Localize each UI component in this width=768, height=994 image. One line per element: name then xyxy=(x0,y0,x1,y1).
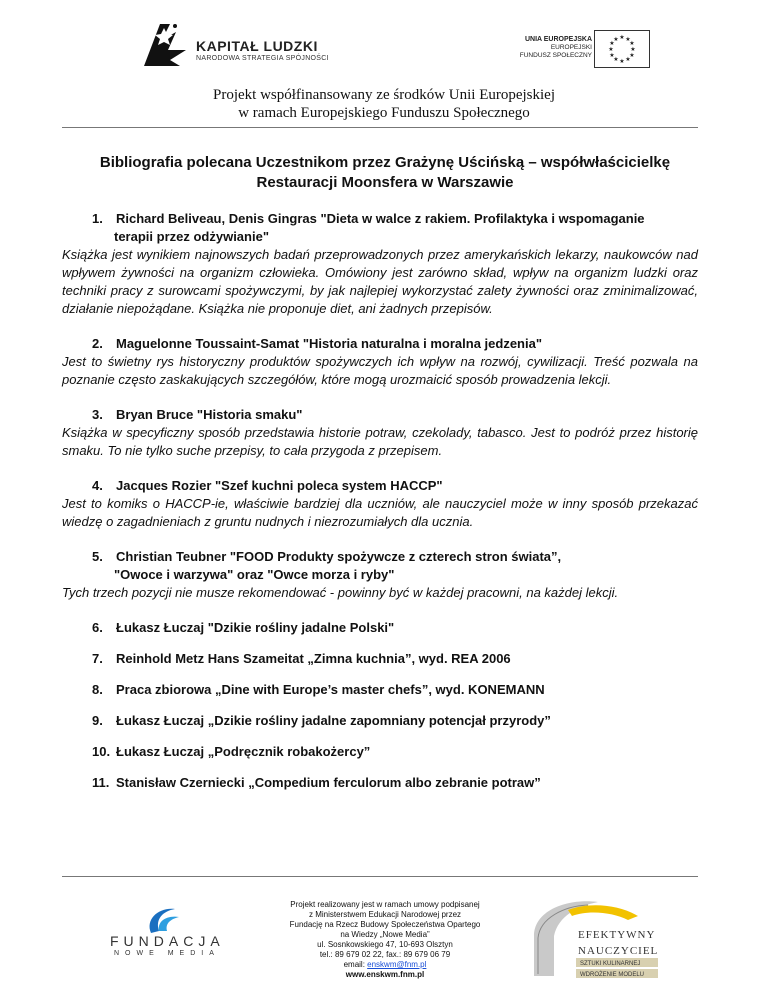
bibliography-item-8 xyxy=(92,681,698,699)
entry-description: Tych trzech pozycji nie musze rekomendować - powinny być w każdej pracowni, na każdej lekcji. xyxy=(62,585,619,600)
fundacja-word: FUNDACJA xyxy=(110,933,225,949)
entry-description: Jest to świetny rys historyczny produktów spożywczych ich wpływ na rozwój, cywilizacji. Treść pozwala na poznanie często zaskakujących szczegółów, które mogą urozmaicić sposób prowadzenia lekcji. xyxy=(62,354,698,387)
item-number: 6. xyxy=(92,620,103,635)
bibliography-entry-3 xyxy=(62,406,698,460)
entry-number: 4. xyxy=(92,478,103,493)
entry-heading-line-2: terapii przez odżywianie" xyxy=(114,229,269,244)
project-line-1: Projekt współfinansowany ze środków Unii Europejskiej xyxy=(212,87,556,103)
svg-text:★: ★ xyxy=(609,40,615,47)
eu-line-2: EUROPEJSKI xyxy=(550,44,592,51)
svg-text:★: ★ xyxy=(613,56,619,63)
svg-text:★: ★ xyxy=(613,36,619,43)
footer-line-5: ul. Sosnkowskiego 47, 10-693 Olsztyn xyxy=(317,940,453,949)
item-number: 8. xyxy=(92,682,103,697)
footer-divider xyxy=(62,876,698,877)
svg-text:★: ★ xyxy=(608,46,614,53)
item-text: Praca zbiorowa „Dine with Europe’s master chefs”, wyd. KONEMANN xyxy=(116,682,545,697)
fundacja-swirl-icon xyxy=(145,905,185,935)
footer-email-line xyxy=(240,960,530,970)
entry-heading-line-1: Richard Beliveau, Denis Gingras "Dieta w walce z rakiem. Profilaktyka i wspomaganie xyxy=(116,211,645,226)
title-line-1: Bibliografia polecana Uczestnikom przez Grażynę Uścińską – współwłaścicielkę xyxy=(99,154,671,171)
email-link[interactable]: enskwm@fnm.pl xyxy=(367,960,427,969)
svg-text:★: ★ xyxy=(630,46,636,53)
entry-heading-line-1: Jacques Rozier "Szef kuchni poleca system HACCP" xyxy=(116,478,443,493)
svg-text:★: ★ xyxy=(619,58,625,65)
en-word-1: EFEKTYWNY xyxy=(578,929,656,941)
project-cofinancing-note xyxy=(0,86,768,122)
kapital-ludzki-emblem-icon xyxy=(140,20,190,68)
entry-heading xyxy=(84,335,698,353)
nowe-media-word: NOWE MEDIA xyxy=(114,950,220,957)
entry-description: Książka w specyficzny sposób przedstawia historie potraw, czekolady, tabasco. Jest to podróż przez historię smaku. To nie tylko suche przepisy, to cała przygoda z przepisem. xyxy=(62,425,698,458)
item-text: Reinhold Metz Hans Szameitat „Zimna kuchnia”, wyd. REA 2006 xyxy=(116,651,511,666)
footer-line-2: z Ministerstwem Edukacji Narodowej przez xyxy=(308,910,462,919)
bibliography-entry-2 xyxy=(62,335,698,389)
entry-heading xyxy=(84,548,698,566)
bibliography-item-9 xyxy=(92,712,698,730)
en-word-4: WDROŻENIE MODELU xyxy=(580,972,645,978)
efektywny-nauczyciel-emblem-icon xyxy=(528,896,668,980)
entry-number: 3. xyxy=(92,407,103,422)
svg-text:★: ★ xyxy=(609,52,615,59)
bibliography-entry-1 xyxy=(62,210,698,318)
entry-description: Jest to komiks o HACCP-ie, właściwie bardziej dla uczniów, ale nauczyciel może w inny sposób przekazać wiedzę o zagadnieniach z gruntu nudnych i niezrozumiałych dla ucznia. xyxy=(62,496,698,529)
kapital-ludzki-subtitle: NARODOWA STRATEGIA SPÓJNOŚCI xyxy=(196,55,329,62)
entry-heading-line-1: Bryan Bruce "Historia smaku" xyxy=(116,407,303,422)
entry-heading xyxy=(84,406,698,424)
bibliography-entry-5 xyxy=(62,548,698,602)
item-text: Łukasz Łuczaj „Dzikie rośliny jadalne zapomniany potencjał przyrody” xyxy=(116,713,551,728)
bibliography-item-6 xyxy=(92,619,698,637)
entry-heading-line-1: Maguelonne Toussaint-Samat "Historia naturalna i moralna jedzenia" xyxy=(116,336,543,351)
kapital-ludzki-logo xyxy=(140,20,330,68)
bibliography-item-7 xyxy=(92,650,698,668)
eu-fund-text xyxy=(520,36,592,60)
svg-text:★: ★ xyxy=(629,40,635,47)
en-word-3: SZTUKI KULINARNEJ xyxy=(580,961,641,967)
entry-description: Książka jest wynikiem najnowszych badań przeprowadzonych przez amerykańskich lekarzy, naukowców nad wpływem żywności na organizm człowieka. Omówiony jest zarówno skład, wpływ na organizm ludzki oraz techniki pracy z surowcami spożywczymi, by jak najlepiej wykorzystać zalety żywności oraz zminimalizować, działanie niepożądane. Książka nie proponuje diet, ani żadnych przepisów. xyxy=(62,247,698,316)
email-label: email: xyxy=(343,960,368,969)
entry-number: 2. xyxy=(92,336,103,351)
bibliography-item-11 xyxy=(92,774,698,792)
fundacja-nowe-media-logo xyxy=(110,905,230,965)
entry-number: 5. xyxy=(92,549,103,564)
item-number: 10. xyxy=(92,744,111,759)
en-word-2: NAUCZYCIEL xyxy=(578,945,659,957)
item-number: 9. xyxy=(92,713,103,728)
bibliography-content xyxy=(62,210,698,805)
entry-heading xyxy=(84,210,698,228)
footer-line-6: tel.: 89 679 02 22, fax.: 89 679 06 79 xyxy=(319,950,451,959)
svg-text:★: ★ xyxy=(619,34,625,41)
eu-flag-icon xyxy=(594,30,650,68)
item-number: 11. xyxy=(92,775,110,790)
website-link[interactable]: www.enskwm.fnm.pl xyxy=(345,970,425,979)
document-title xyxy=(80,153,690,193)
svg-text:★: ★ xyxy=(629,52,635,59)
svg-text:★: ★ xyxy=(625,36,631,43)
kapital-ludzki-name: KAPITAŁ LUDZKI xyxy=(196,38,318,54)
item-text: Łukasz Łuczaj „Podręcznik robakożercy” xyxy=(116,744,371,759)
footer-line-4: na Wiedzy „Nowe Media” xyxy=(340,930,430,939)
footer-info xyxy=(240,900,530,980)
entry-heading xyxy=(84,477,698,495)
eu-fund-logo xyxy=(500,30,650,68)
bibliography-item-10 xyxy=(92,743,698,761)
entry-number: 1. xyxy=(92,211,103,226)
eu-line-1: UNIA EUROPEJSKA xyxy=(524,36,592,43)
entry-heading-line-1: Christian Teubner "FOOD Produkty spożywcze z czterech stron świata”, xyxy=(116,549,562,564)
header-divider xyxy=(62,127,698,128)
entry-heading-line-2: "Owoce i warzywa" oraz "Owce morza i ryby" xyxy=(114,567,395,582)
footer-line-1: Projekt realizowany jest w ramach umowy podpisanej xyxy=(290,900,480,909)
bibliography-entry-4 xyxy=(62,477,698,531)
item-text: Stanisław Czerniecki „Compedium ferculorum albo zebranie potraw” xyxy=(116,775,541,790)
efektywny-nauczyciel-logo xyxy=(528,896,668,980)
footer-line-3: Fundację na Rzecz Budowy Społeczeństwa Opartego xyxy=(289,920,481,929)
eu-line-3: FUNDUSZ SPOŁECZNY xyxy=(519,52,592,59)
title-line-2: Restauracji Moonsfera w Warszawie xyxy=(256,174,514,191)
item-text: Łukasz Łuczaj "Dzikie rośliny jadalne Polski" xyxy=(116,620,395,635)
item-number: 7. xyxy=(92,651,103,666)
svg-text:★: ★ xyxy=(625,56,631,63)
project-line-2: w ramach Europejskiego Funduszu Społecznego xyxy=(238,105,530,121)
